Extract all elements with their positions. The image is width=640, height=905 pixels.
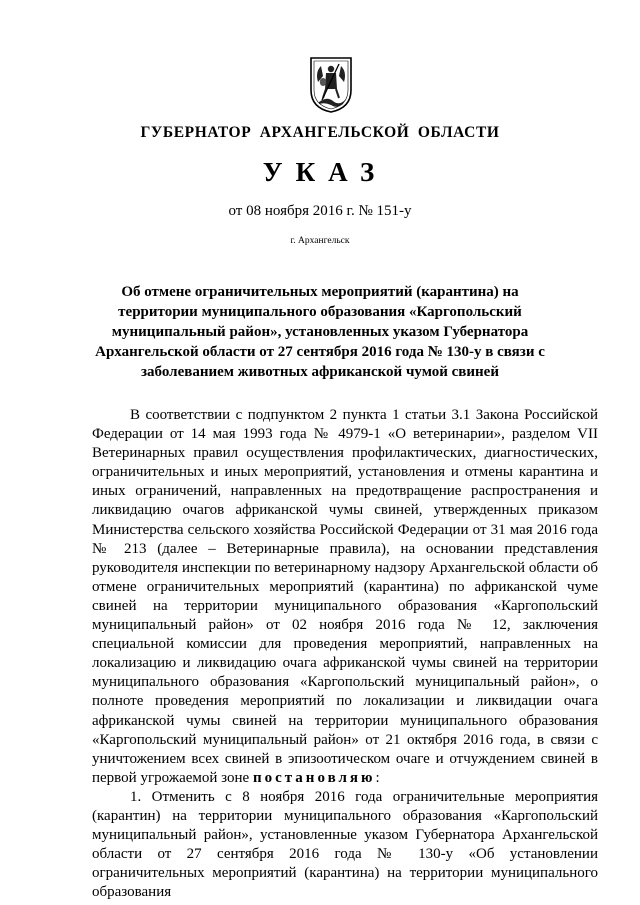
paragraph-1-text: В соответствии с подпунктом 2 пункта 1 статьи 3.1 Закона Российской Федерации от 14 мая 1993 года № 4979-1 «О ветеринарии», разделом VII Ветеринарных правил осуществления профилактических, диагностических, ограничительных и иных мероприятий, установления и отмены карантина и иных ограничений, направленных на предотвращение распространения и ликвидацию очагов африканской чумы свиней, утвержденных приказом Министерства сельского хозяйства Российской Федерации от 31 мая 2016 года № 213 (далее – Ветеринарные правила), на основании представления руководителя инспекции по ветеринарному надзору Архангельской области об отмене ограничительных мероприятий (карантина) по африканской чуме свиней на территории муниципального образования «Каргопольский муниципальный район» от 02 ноября 2016 года № 12, заключения специальной комиссии для проведения мероприятий, направленных на локализацию и ликвидацию очага африканской чумы свиней на территории муниципального образования «Каргопольский муниципальный район», о полноте проведения мероприятий по локализации и ликвидации очага африканской чумы свиней на территории муниципального образования «Каргопольский муниципальный район» от 21 октября 2016 года, в связи с уничтожением всех свиней в эпизоотическом очаге и отчуждением свиней в первой угрожаемой зоне (92, 407, 598, 786)
document-type-title: УКАЗ (262, 157, 388, 187)
body-paragraph-1 (92, 406, 598, 788)
issuing-authority: ГУБЕРНАТОР АРХАНГЕЛЬСКОЙ ОБЛАСТИ (140, 124, 500, 141)
document-body (92, 406, 598, 902)
document-city: г. Архангельск (290, 236, 350, 246)
document-subject: Об отмене ограничительных мероприятий (карантина) на территории муниципального образования «Каргопольский муниципальный район», установленных указом Губернатора Архангельской области от 27 сентября 2016 года № 130-у в связи с заболеванием животных африканской чумой свиней (95, 284, 545, 380)
decree-colon: : (375, 769, 380, 786)
paragraph-2-text: 1. Отменить с 8 ноября 2016 года ограничительные мероприятия (карантин) на территории муниципального образования «Каргопольский муниципальный район», установленные указом Губернатора Архангельской области от 27 сентября 2016 года № 130-у «Об установлении ограничительных мероприятий (карантина) на территории муниципального образования (92, 788, 598, 901)
body-paragraph-2 (92, 788, 598, 903)
document-date-number: от 08 ноября 2016 г. № 151-у (228, 203, 412, 219)
decree-word: постановляю (252, 769, 376, 786)
coat-of-arms-icon (309, 56, 353, 114)
